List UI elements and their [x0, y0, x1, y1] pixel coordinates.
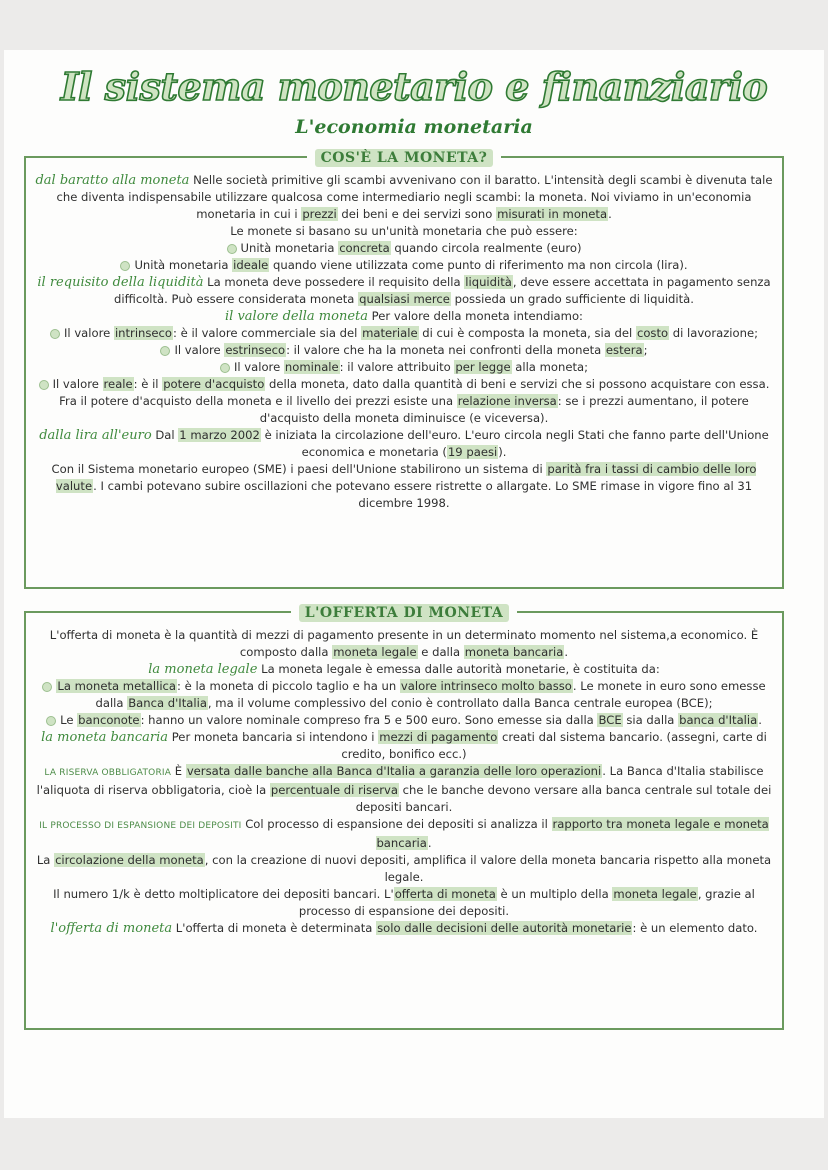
paragraph-moltiplicatore: Il numero 1/k è detto moltiplicatore dei depositi bancari. L'offerta di moneta è un multiplo della moneta legale, grazie al processo di espansione dei depositi.	[53, 887, 755, 918]
page-subtitle: L'economia monetaria	[295, 116, 533, 138]
paragraph-riserva: LA RISERVA OBBLIGATORIA È versata dalle banche alla Banca d'Italia a garanzia delle loro operazioni. La Banca d'Italia stabilisce l'aliquota di riserva obbligatoria, cioè la percentuale di riserva che le banche devono versare alla banca centrale sul totale dei depositi bancari.	[36, 764, 772, 814]
topic-label: dalla lira all'euro	[39, 428, 152, 443]
page-title: Il sistema monetario e finanziario	[60, 64, 768, 109]
topic-label: il valore della moneta	[225, 309, 368, 324]
list-item: Le banconote: hanno un valore nominale compreso fra 5 e 500 euro. Sono emesse sia dalla BCE sia dalla banca d'Italia.	[32, 712, 776, 729]
topic-label: la moneta bancaria	[41, 730, 169, 745]
paragraph-sme: Con il Sistema monetario europeo (SME) i paesi dell'Unione stabilirono un sistema di parità fra i tassi di cambio delle loro valute. I cambi potevano subire oscillazioni che potevano essere ristrette o allargate. Lo SME rimase in vigore fino al 31 dicembre 1998.	[51, 462, 757, 510]
bullet-icon	[39, 380, 49, 390]
list-item: Il valore estrinseco: il valore che ha la moneta nei confronti della moneta estera;	[32, 342, 776, 359]
section-heading: COS'È LA MONETA?	[26, 147, 782, 167]
section-offerta-di-moneta	[24, 605, 784, 1030]
bullet-icon	[120, 261, 130, 271]
section-cos-e-la-moneta	[24, 150, 784, 589]
section-content	[32, 172, 776, 512]
list-item: Unità monetaria ideale quando viene utilizzata come punto di riferimento ma non circola (lira).	[32, 257, 776, 274]
document-page	[4, 50, 824, 1118]
section-content	[32, 627, 776, 937]
bullet-icon	[42, 682, 52, 692]
topic-label: LA RISERVA OBBLIGATORIA	[44, 768, 172, 778]
paragraph-lira-euro: dalla lira all'euro Dal 1 marzo 2002 è iniziata la circolazione dell'euro. L'euro circola negli Stati che fanno parte dell'Unione economica e monetaria (19 paesi).	[39, 428, 769, 459]
bullet-icon	[227, 244, 237, 254]
list-item: Il valore nominale: il valore attribuito per legge alla moneta;	[32, 359, 776, 376]
bullet-icon	[160, 346, 170, 356]
paragraph-moneta-legale: la moneta legale La moneta legale è emessa dalle autorità monetarie, è costituita da:	[148, 662, 660, 677]
paragraph-unita: Le monete si basano su un'unità monetaria che può essere:	[230, 224, 578, 238]
topic-label: la moneta legale	[148, 662, 258, 677]
list-item: Il valore intrinseco: è il valore commerciale sia del materiale di cui è composta la moneta, sia del costo di lavorazione;	[32, 325, 776, 342]
topic-label: dal baratto alla moneta	[35, 173, 190, 188]
topic-label: IL PROCESSO DI ESPANSIONE DEI DEPOSITI	[39, 821, 242, 831]
paragraph-espansione: IL PROCESSO DI ESPANSIONE DEI DEPOSITI Col processo di espansione dei depositi si analizza il rapporto tra moneta legale e moneta bancaria.	[39, 817, 769, 850]
paragraph-baratto: dal baratto alla moneta Nelle società primitive gli scambi avvenivano con il baratto. L'intensità degli scambi è divenuta tale che diventa indispensabile utilizzare qualcosa come intermediario negli scambi: la moneta. Noi viviamo in un'economia monetaria in cui i prezzi dei beni e dei servizi sono misurati in moneta.	[35, 173, 773, 221]
paragraph-valore: il valore della moneta Per valore della moneta intendiamo:	[225, 309, 583, 324]
paragraph-moneta-bancaria: la moneta bancaria Per moneta bancaria si intendono i mezzi di pagamento creati dal sistema bancario. (assegni, carte di credito, bonifico ecc.)	[41, 730, 767, 761]
paragraph-offerta: L'offerta di moneta è la quantità di mezzi di pagamento presente in un determinato momento nel sistema,a economico. È composto dalla moneta legale e dalla moneta bancaria.	[49, 628, 759, 659]
paragraph-liquidita: il requisito della liquidità La moneta deve possedere il requisito della liquidità, deve essere accettata in pagamento senza difficoltà. Può essere considerata moneta qualsiasi merce possieda un grado sufficiente di liquidità.	[37, 275, 771, 306]
list-item: Unità monetaria concreta quando circola realmente (euro)	[32, 240, 776, 257]
section-heading: L'OFFERTA DI MONETA	[26, 602, 782, 622]
paragraph-offerta-determinata: l'offerta di moneta L'offerta di moneta è determinata solo dalle decisioni delle autorità monetarie: è un elemento dato.	[50, 921, 758, 936]
list-item: La moneta metallica: è la moneta di piccolo taglio e ha un valore intrinseco molto basso. Le monete in euro sono emesse dalla Banca d'Italia, ma il volume complessivo del conio è controllato dalla Banca centrale europea (BCE);	[32, 678, 776, 712]
bullet-icon	[46, 716, 56, 726]
topic-label: l'offerta di moneta	[50, 921, 173, 936]
topic-label: il requisito della liquidità	[37, 275, 204, 290]
bullet-icon	[220, 363, 230, 373]
paragraph-circolazione: La circolazione della moneta, con la creazione di nuovi depositi, amplifica il valore della moneta bancaria rispetto alla moneta legale.	[36, 853, 772, 884]
bullet-icon	[50, 329, 60, 339]
list-item: Il valore reale: è il potere d'acquisto della moneta, dato dalla quantità di beni e servizi che si possono acquistare con essa. Fra il potere d'acquisto della moneta e il livello dei prezzi esiste una relazione inversa: se i prezzi aumentano, il potere d'acquisto della moneta diminuisce (e viceversa).	[32, 376, 776, 427]
